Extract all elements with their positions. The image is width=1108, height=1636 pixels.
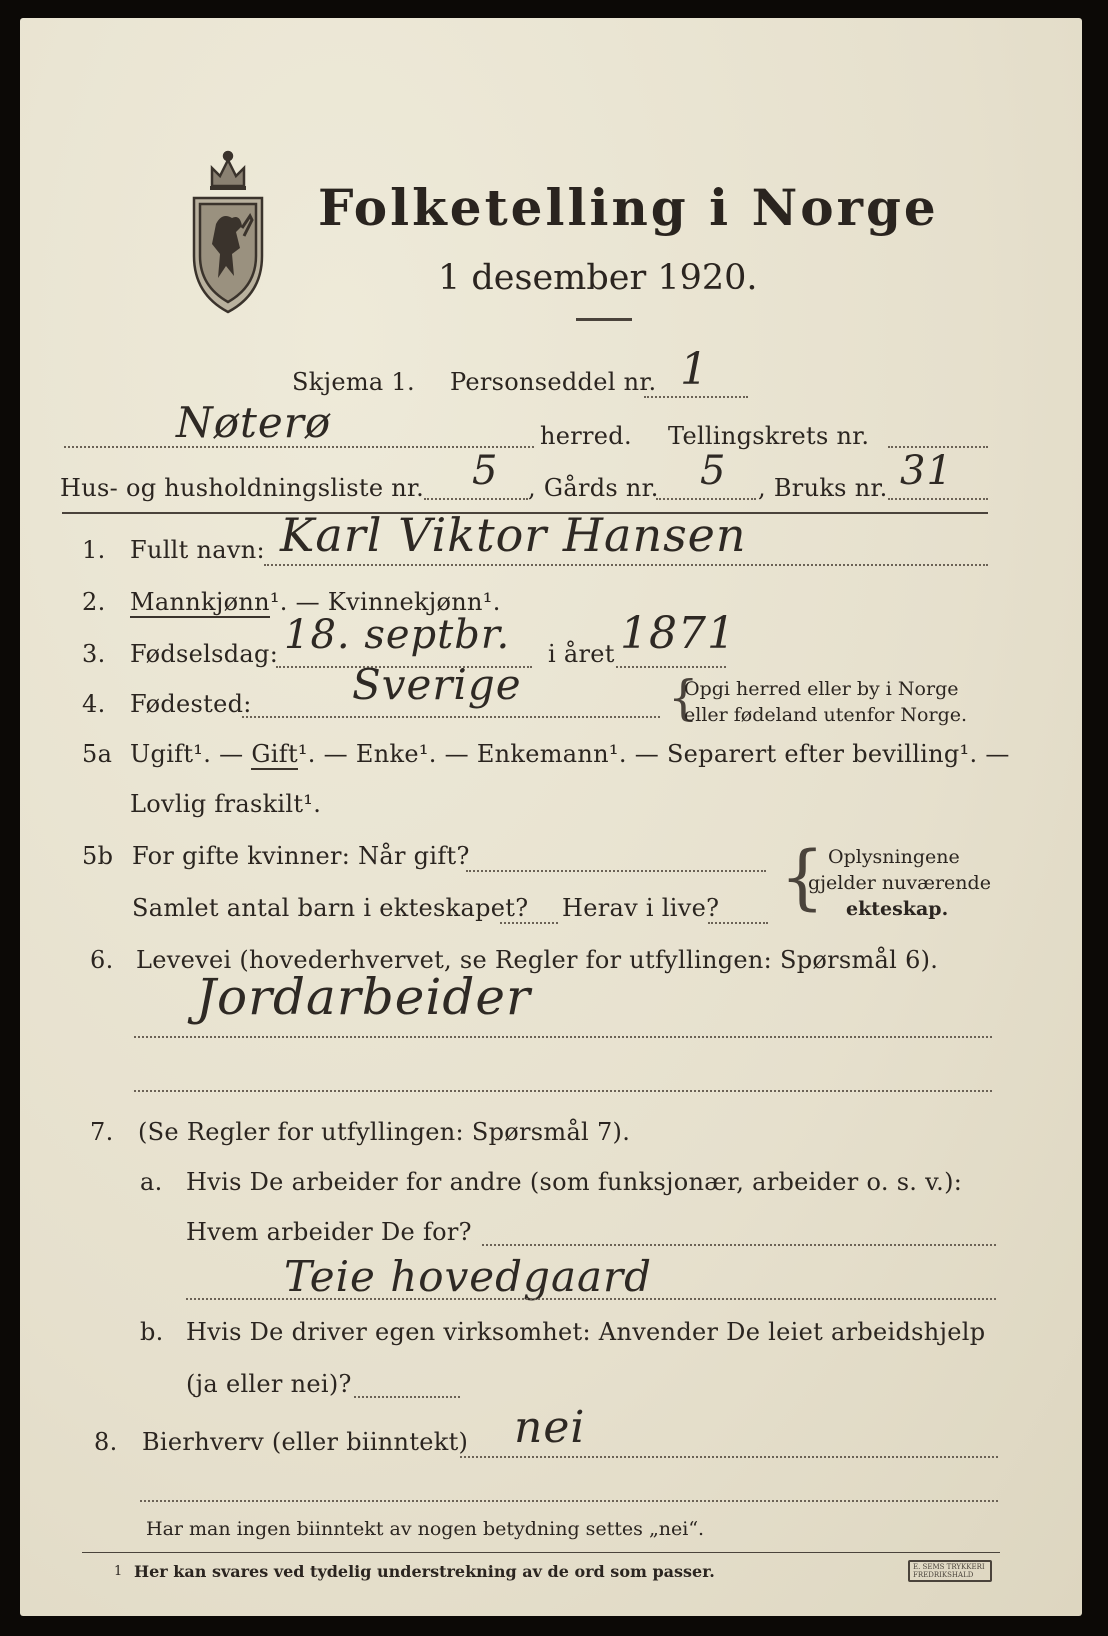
children-count-label: Samlet antal barn i ekteskapet? — [132, 894, 529, 922]
personseddel-value: 1 — [680, 344, 709, 395]
side-income-line-2 — [140, 1500, 998, 1502]
q8-number: 8. — [94, 1428, 118, 1456]
bruks-value: 31 — [900, 448, 953, 494]
hired-help-line — [354, 1396, 460, 1398]
other-marital-options: ¹. — Enke¹. — Enkemann¹. — Separert efter bevilling¹. — — [297, 740, 1010, 768]
bruks-line — [888, 498, 988, 500]
marriage-note-2: gjelder nuværende — [808, 872, 991, 894]
occupation-label: Levevei (hovederhvervet, se Regler for utfyllingen: Spørsmål 6). — [136, 946, 939, 974]
birthplace-line — [242, 716, 660, 718]
q3-label: Fødselsdag: — [130, 640, 279, 668]
personseddel-label: Personseddel nr. — [450, 368, 657, 396]
occupation-value: Jordarbeider — [196, 968, 531, 1026]
birth-year-value: 1871 — [620, 608, 736, 659]
side-income-value: nei — [514, 1402, 586, 1453]
marriage-note-3: ekteskap. — [846, 898, 949, 920]
unmarried-option: Ugift¹. — — [130, 740, 252, 768]
q1-label: Fullt navn: — [130, 536, 265, 564]
herred-line — [64, 446, 534, 448]
q7a-letter: a. — [140, 1168, 163, 1196]
footnote-text: Her kan svares ved tydelig understrekning av de ord som passer. — [134, 1562, 715, 1581]
male-option: Mannkjønn — [130, 588, 270, 616]
employer-value: Teie hovedgaard — [284, 1252, 652, 1301]
herred-value: Nøterø — [176, 398, 332, 447]
marriage-note-1: Oplysningene — [828, 846, 960, 868]
q6-number: 6. — [90, 946, 114, 974]
q5a-number: 5a — [82, 740, 113, 768]
birthday-value: 18. septbr. — [284, 612, 511, 658]
gards-label: , Gårds nr. — [528, 474, 659, 502]
q2-number: 2. — [82, 588, 106, 616]
birth-year-line — [616, 666, 726, 668]
q3-number: 3. — [82, 640, 106, 668]
q1-number: 1. — [82, 536, 106, 564]
q4-label: Fødested: — [130, 690, 252, 718]
title-divider — [576, 318, 632, 321]
q4-number: 4. — [82, 690, 106, 718]
form-title: Folketelling i Norge — [318, 178, 939, 237]
children-count-line — [500, 922, 558, 924]
full-name-value: Karl Viktor Hansen — [280, 508, 747, 562]
birthplace-note-1: Opgi herred eller by i Norge — [684, 678, 959, 700]
married-option: Gift — [251, 740, 298, 768]
employer-label: Hvem arbeider De for? — [186, 1218, 472, 1246]
printer-stamp: E. SEMS TRYKKERI FREDRIKSHALD — [908, 1560, 992, 1582]
census-form — [20, 18, 1082, 1616]
bruks-label: , Bruks nr. — [758, 474, 888, 502]
married-when-line — [466, 870, 766, 872]
hus-line — [424, 498, 528, 500]
footer-rule — [82, 1552, 1000, 1553]
herred-label: herred. — [540, 422, 632, 450]
occupation-line-2 — [134, 1090, 992, 1092]
divorced-option: Lovlig fraskilt¹. — [130, 790, 322, 818]
employer-line-2 — [186, 1298, 996, 1300]
hus-label: Hus- og husholdningsliste nr. — [60, 474, 425, 502]
female-option: Kvinnekjønn¹. — [327, 588, 501, 616]
coat-of-arms-icon — [182, 136, 274, 316]
employer-line-1 — [482, 1244, 996, 1246]
gards-line — [656, 498, 756, 500]
gards-value: 5 — [700, 448, 727, 494]
q5b-number: 5b — [82, 842, 114, 870]
hus-value: 5 — [472, 448, 499, 494]
side-income-note: Har man ingen biinntekt av nogen betydning settes „nei“. — [146, 1518, 705, 1540]
marital-options — [130, 740, 1010, 768]
full-name-line — [264, 564, 988, 566]
birthplace-brace: { — [668, 670, 699, 726]
birthplace-note-2: eller fødeland utenfor Norge. — [684, 704, 968, 726]
hired-help-label: (ja eller nei)? — [186, 1370, 352, 1398]
side-income-label: Bierhverv (eller biinntekt) — [142, 1428, 469, 1456]
children-alive-label: Herav i live? — [562, 894, 720, 922]
q7-label: (Se Regler for utfyllingen: Spørsmål 7). — [138, 1118, 631, 1146]
census-date: 1 desember 1920. — [438, 258, 758, 298]
q7-number: 7. — [90, 1118, 114, 1146]
occupation-line-1 — [134, 1036, 992, 1038]
skjema-label: Skjema 1. — [292, 368, 415, 396]
q7b-text: Hvis De driver egen virksomhet: Anvender De leiet arbeidshjelp — [186, 1318, 986, 1346]
q7a-text: Hvis De arbeider for andre (som funksjonær, arbeider o. s. v.): — [186, 1168, 963, 1196]
children-alive-line — [708, 922, 768, 924]
q7b-letter: b. — [140, 1318, 164, 1346]
birthplace-value: Sverige — [352, 660, 522, 709]
personseddel-line — [644, 396, 748, 398]
tellingskrets-label: Tellingskrets nr. — [668, 422, 870, 450]
side-income-line-1 — [460, 1456, 998, 1458]
footnote-number: 1 — [114, 1564, 123, 1579]
year-label: i året — [548, 640, 615, 668]
marriage-brace: { — [780, 836, 825, 918]
gender-separator: ¹. — — [269, 588, 328, 616]
married-when-label: For gifte kvinner: Når gift? — [132, 842, 470, 870]
